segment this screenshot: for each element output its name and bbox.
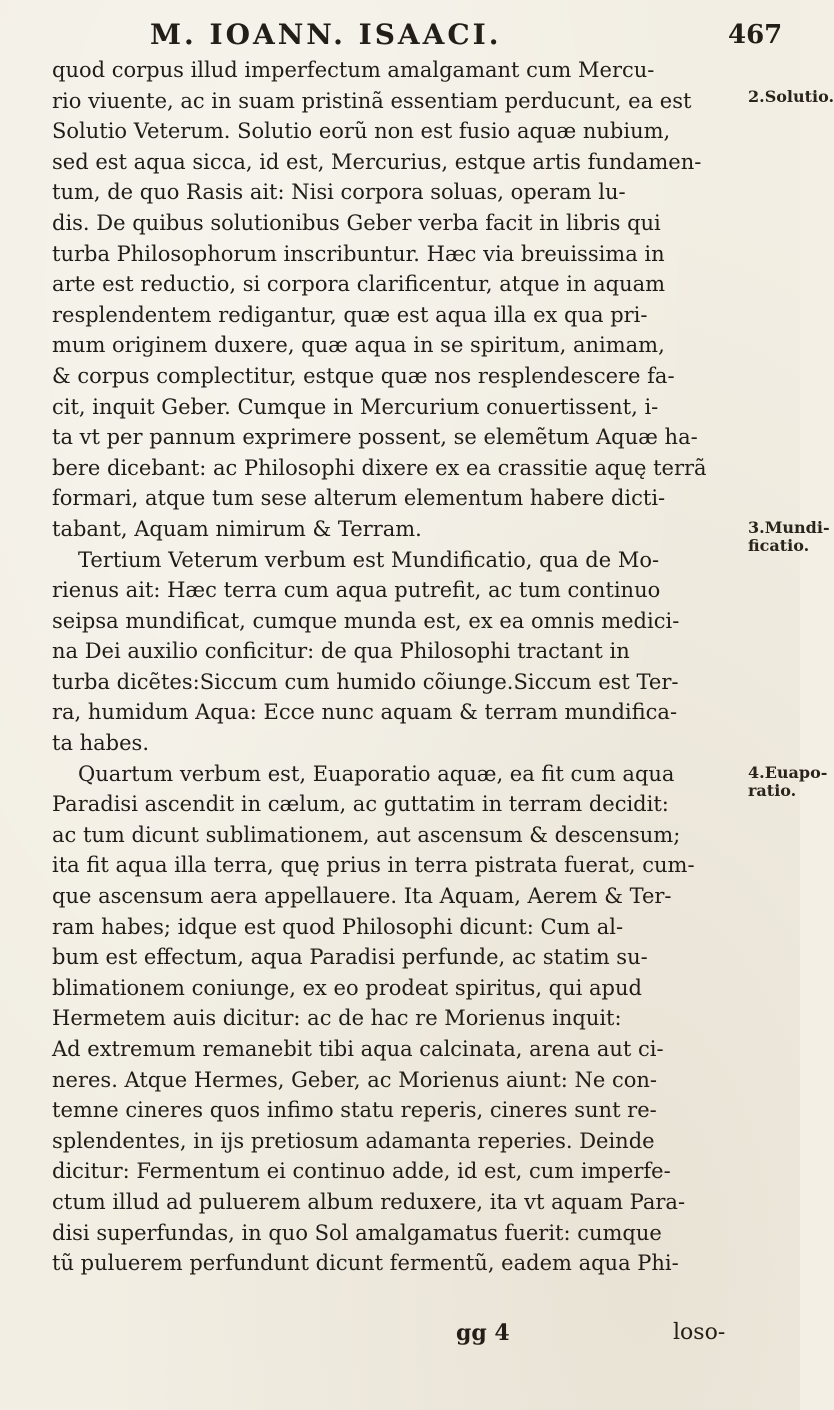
page-header [0,14,800,54]
catchword: loso- [673,1320,726,1345]
text-line: & corpus complectitur, estque quæ nos resplendescere fa- [52,363,675,388]
text-line: ra, humidum Aqua: Ecce nunc aquam & terram mundifica- [52,700,678,725]
text-line: tum, de quo Rasis ait: Nisi corpora soluas, operam lu- [52,180,626,205]
text-line: ctum illud ad puluerem album reduxere, ita vt aquam Para- [52,1189,686,1214]
text-line: Paradisi ascendit in cælum, ac guttatim in terram decidit: [52,792,669,817]
text-line: sed est aqua sicca, id est, Mercurius, estque artis fundamen- [52,149,702,174]
margin-note-solutio [748,88,834,106]
text-line: rienus ait: Hæc terra cum aqua putrefit, ac tum continuo [52,578,661,603]
text-line: ita fit aqua illa terra, quę prius in terra pistrata fuerat, cum- [52,853,695,878]
text-line: Tertium Veterum verbum est Mundificatio, qua de Mo- [78,547,660,572]
margin-note-mundificatio-line2: ficatio. [748,536,810,555]
text-line: temne cineres quos infimo statu reperis, cineres sunt re- [52,1098,657,1123]
text-line: Ad extremum remanebit tibi aqua calcinata, arena aut ci- [52,1037,664,1061]
text-line: Hermetem auis dicitur: ac de hac re Morienus inquit: [52,1006,622,1031]
text-line: dis. De quibus solutionibus Geber verba facit in libris qui [52,210,661,235]
page-footer [0,1320,800,1354]
text-line: bum est effectum, aqua Paradisi perfunde, ac statim su- [52,945,648,970]
text-line: resplendentem redigantur, quæ est aqua illa ex qua pri- [52,302,648,327]
text-line: mum originem duxere, quæ aqua in se spiritum, animam, [52,333,665,358]
margin-note-mundificatio [748,519,830,555]
margin-note-euaporatio-line1: 4.Euapo- [748,763,828,782]
text-line: turba dicẽtes:Siccum cum humido cõiunge.Siccum est Ter- [52,669,679,694]
text-line: dicitur: Fermentum ei continuo adde, id est, cum imperfe- [52,1159,671,1184]
signature-mark: gg 4 [456,1320,510,1346]
text-line: tabant, Aquam nimirum & Terram. [52,516,422,541]
text-line: blimationem coniunge, ex eo prodeat spiritus, qui apud [52,975,642,1000]
body-text [52,55,742,1279]
text-line: ram habes; idque est quod Philosophi dicunt: Cum al- [52,914,624,939]
text-line: tũ puluerem perfundunt dicunt fermentũ, eadem aqua Phi- [52,1251,679,1276]
running-head: M. IOANN. ISAACI. [150,18,502,51]
text-line: quod corpus illud imperfectum amalgamant cum Mercu- [52,58,655,82]
margin-note-euaporatio [748,764,827,800]
text-line: bere dicebant: ac Philosophi dixere ex ea crassitie aquę terrã [52,455,707,480]
margin-note-mundificatio-line1: 3.Mundi- [748,518,830,537]
text-line: ta vt per pannum exprimere possent, se elemẽtum Aquæ ha- [52,425,698,450]
margin-note-euaporatio-line2: ratio. [748,781,797,800]
margin-note-solutio-text: 2.Solutio. [748,87,834,106]
text-line: cit, inquit Geber. Cumque in Mercurium conuertissent, i- [52,394,659,419]
text-line: splendentes, in ijs pretiosum adamanta reperies. Deinde [52,1128,655,1153]
text-line: seipsa mundificat, cumque munda est, ex ea omnis medici- [52,608,680,633]
text-line: que ascensum aera appellauere. Ita Aquam, Aerem & Ter- [52,884,672,909]
page-number: 467 [728,20,783,50]
text-line: neres. Atque Hermes, Geber, ac Morienus aiunt: Ne con- [52,1067,658,1092]
text-line: rio viuente, ac in suam pristinã essentiam perducunt, ea est [52,88,692,113]
text-line: ta habes. [52,731,150,756]
text-line: formari, atque tum sese alterum elementum habere dicti- [52,486,666,511]
text-line: na Dei auxilio conficitur: de qua Philosophi tractant in [52,639,630,664]
text-line: turba Philosophorum inscribuntur. Hæc via breuissima in [52,241,665,266]
text-line: disi superfundas, in quo Sol amalgamatus fuerit: cumque [52,1220,662,1245]
text-line: arte est reductio, si corpora clarificentur, atque in aquam [52,272,666,297]
text-line: Quartum verbum est, Euaporatio aquæ, ea fit cum aqua [78,761,675,786]
text-line: Solutio Veterum. Solutio eorũ non est fusio aquæ nubium, [52,119,671,144]
text-line: ac tum dicunt sublimationem, aut ascensum & descensum; [52,822,681,847]
